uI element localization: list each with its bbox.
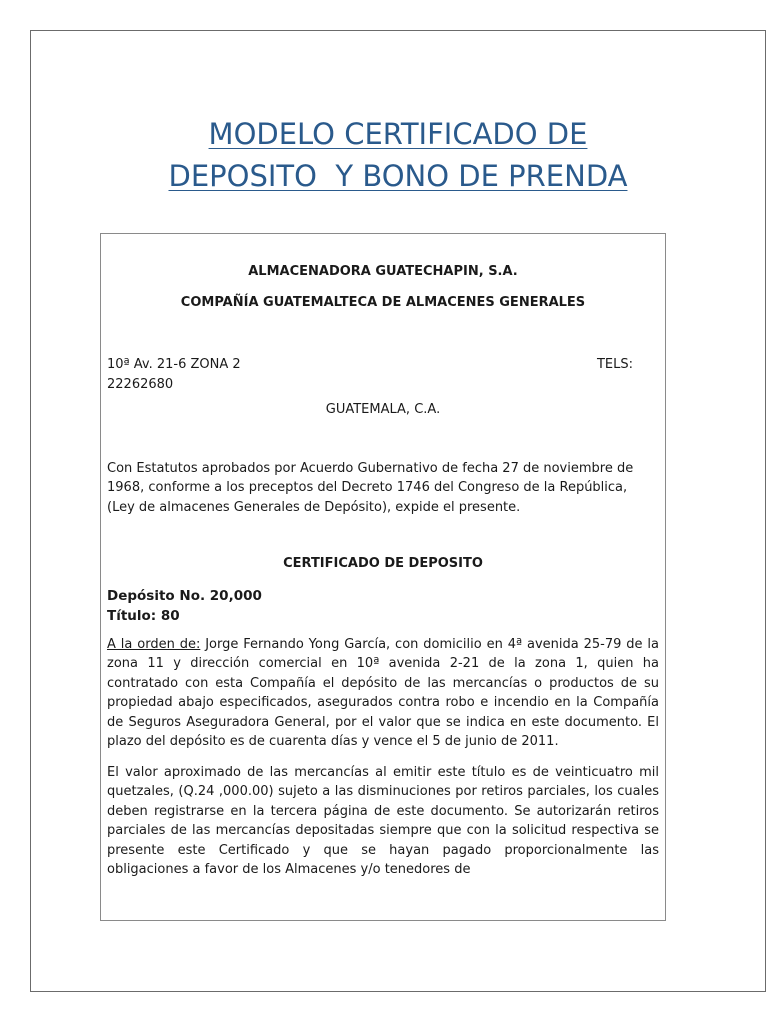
tels-number: 22262680 [107,376,174,392]
document-page [30,30,766,992]
title-line-1: MODELO CERTIFICADO DE [208,117,588,151]
title-number: Título: 80 [107,607,180,624]
certificate-box [100,233,666,921]
certificate-content [107,262,659,880]
section-title: CERTIFICADO DE DEPOSITO [283,556,483,571]
value-paragraph: El valor aproximado de las mercancías al emitir este título es de veinticuatro mil quetzales, (Q.24 ,000.00) sujeto a las disminuciones por retiros parciales, los cuales deben registrarse en la tercera página de este documento. Se autorizarán retiros parciales de las mercancías depositadas siempre que con la solicitud respectiva se presente este Certificado y que se hayan pagado proporcionalmente las obligaciones a favor de los Almacenes y/o tenedores de [107,764,659,877]
company-subtitle: COMPAÑÍA GUATEMALTECA DE ALMACENES GENERALES [180,294,586,310]
tels-label: TELS: [596,357,633,372]
deposit-number: Depósito No. 20,000 [107,587,262,604]
order-paragraph [107,635,659,752]
title-line-2: DEPOSITO Y BONO DE PRENDA [168,159,628,193]
address: 10ª Av. 21-6 ZONA 2 [107,357,241,372]
statutes-paragraph: Con Estatutos aprobados por Acuerdo Gubernativo de fecha 27 de noviembre de 1968, conforme a los preceptos del Decreto 1746 del Congreso de la República, (Ley de almacenes Generales de Depósito), expide el presente. [107,460,634,515]
company-name: ALMACENADORA GUATECHAPIN, S.A. [248,264,518,279]
deposit-info [107,586,659,626]
address-row [107,355,659,375]
order-text: Jorge Fernando Yong García, con domicilio en 4ª avenida 25-79 de la zona 11 y dirección comercial en 10ª avenida 2-21 de la zona 1, quien ha contratado con esta Compañía el depósito de las mercancías o productos de su propiedad abajo especificados, asegurados contra robo e incendio en la Compañía de Seguros Aseguradora General, por el valor que se indica en este documento. El plazo del depósito es de cuarenta días y vence el 5 de junio de 2011. [107,636,659,749]
document-title [31,113,765,197]
order-label: A la orden de: [107,636,201,652]
city: GUATEMALA, C.A. [325,402,441,417]
